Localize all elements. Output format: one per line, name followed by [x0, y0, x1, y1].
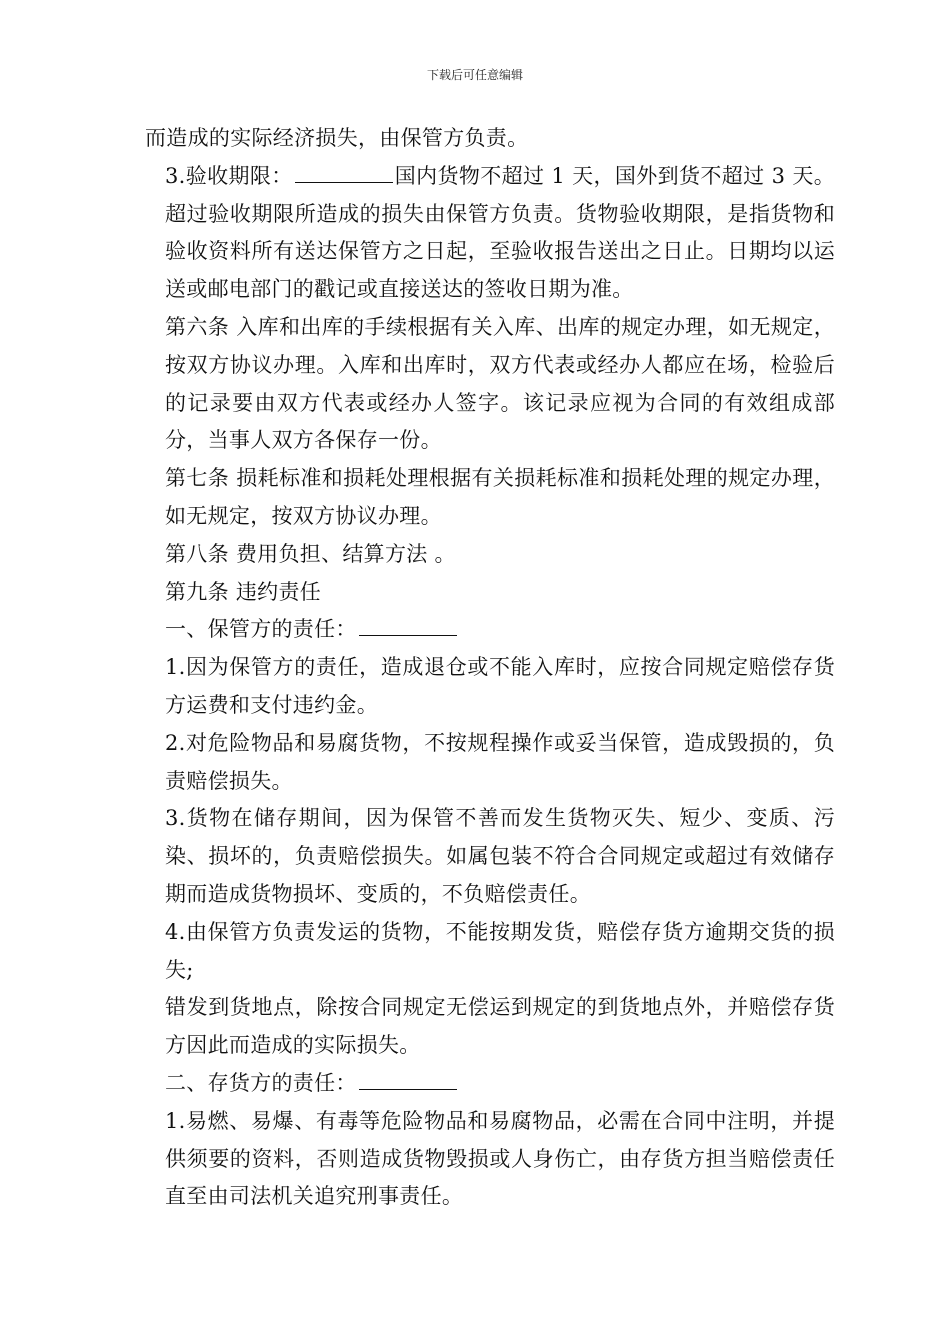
paragraph-depositor-1: 1.易燃、易爆、有毒等危险物品和易腐物品，必需在合同中注明，并提供须要的资料，否则造成货物毁损或人身伤亡，由存货方担当赔偿责任直至由司法机关追究刑事责任。 [165, 1108, 835, 1209]
page-header: 下载后可任意编辑 [426, 68, 523, 82]
blank-field [359, 619, 457, 636]
depositor-heading-label: 二、存货方的责任： [165, 1070, 357, 1095]
paragraph-article-7: 第七条 损耗标准和损耗处理根据有关损耗标准和损耗处理的规定办理，如无规定，按双方协议办理。 [165, 466, 835, 528]
paragraph-article-6: 第六条 入库和出库的手续根据有关入库、出库的规定办理，如无规定，按双方协议办理。入库和出库时，双方代表或经办人都应在场，检验后的记录要由双方代表或经办人签字。该记录应视为合同的有效组成部分，当事人双方各保存一份。 [165, 314, 835, 453]
paragraph-loss-responsibility: 而造成的实际经济损失，由保管方负责。 [145, 126, 529, 150]
inspection-period-label: 3.验收期限： [165, 163, 293, 188]
paragraph-misdelivery: 错发到货地点，除按合同规定无偿运到规定的到货地点外，并赔偿存货方因此而造成的实际损失。 [165, 995, 835, 1058]
paragraph-custodian-heading [145, 611, 835, 649]
inspection-period-text: 国内货物不超过 1 天，国外到货不超过 3 天。超过验收期限所造成的损失由保管方负责。货物验收期限，是指货物和验收资料所有送达保管方之日起，至验收报告送出之日止。日期均以运送或邮电部门的戳记或直接送达的签收日期为准。 [165, 163, 836, 302]
paragraph-inspection-period [145, 158, 835, 309]
blank-field [359, 1073, 457, 1090]
document-body [145, 120, 835, 1216]
paragraph-custodian-2: 2.对危险物品和易腐货物，不按规程操作或妥当保管，造成毁损的，负责赔偿损失。 [165, 730, 835, 793]
paragraph-custodian-1: 1.因为保管方的责任，造成退仓或不能入库时，应按合同规定赔偿存货方运费和支付违约金。 [165, 655, 835, 717]
blank-field [295, 166, 393, 183]
paragraph-custodian-4: 4.由保管方负责发运的货物，不能按期发货，赔偿存货方逾期交货的损失; [165, 919, 835, 982]
paragraph-custodian-3: 3.货物在储存期间，因为保管不善而发生货物灭失、短少、变质、污染、损坏的，负责赔偿损失。如属包装不符合合同规定或超过有效储存期而造成货物损坏、变质的，不负赔偿责任。 [165, 806, 835, 906]
custodian-heading-label: 一、保管方的责任： [165, 617, 357, 642]
paragraph-depositor-heading [145, 1065, 835, 1103]
paragraph-article-8: 第八条 费用负担、结算方法 。 [165, 541, 456, 566]
paragraph-article-9: 第九条 违约责任 [165, 579, 322, 604]
